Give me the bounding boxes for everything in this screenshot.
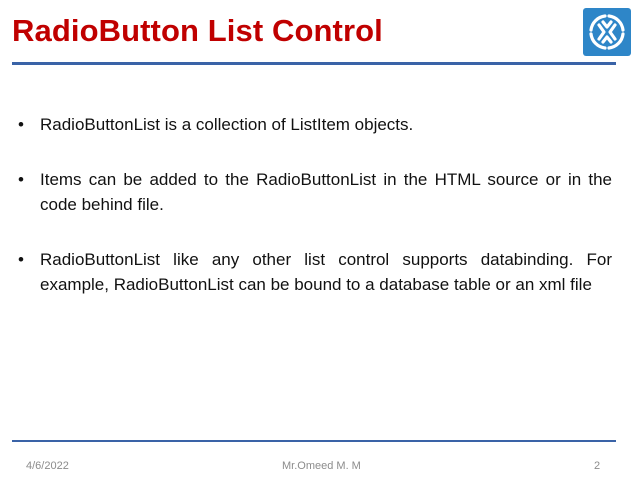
bullet-dot: • xyxy=(18,115,24,134)
page-number: 2 xyxy=(594,460,601,472)
bullet-text: RadioButtonList like any other list control supports databinding. For example, RadioButtonList can be bound to a database table or an xml file xyxy=(40,250,612,294)
bullet-item xyxy=(18,167,618,217)
title-divider xyxy=(12,62,616,65)
bullet-text: RadioButtonList is a collection of ListItem objects. xyxy=(40,115,414,134)
footer-divider xyxy=(12,440,616,442)
bullet-text: Items can be added to the RadioButtonList in the HTML source or in the code behind file. xyxy=(40,170,612,214)
footer-date: 4/6/2022 xyxy=(26,460,69,472)
bullet-dot: • xyxy=(18,170,24,189)
footer-author: Mr.Omeed M. M xyxy=(282,460,361,472)
brand-logo-icon xyxy=(583,8,631,56)
bullet-item xyxy=(18,247,618,297)
bullet-list xyxy=(18,112,618,327)
bullet-dot: • xyxy=(18,250,24,269)
slide-title: RadioButton List Control xyxy=(12,13,383,48)
bullet-item xyxy=(18,112,618,137)
